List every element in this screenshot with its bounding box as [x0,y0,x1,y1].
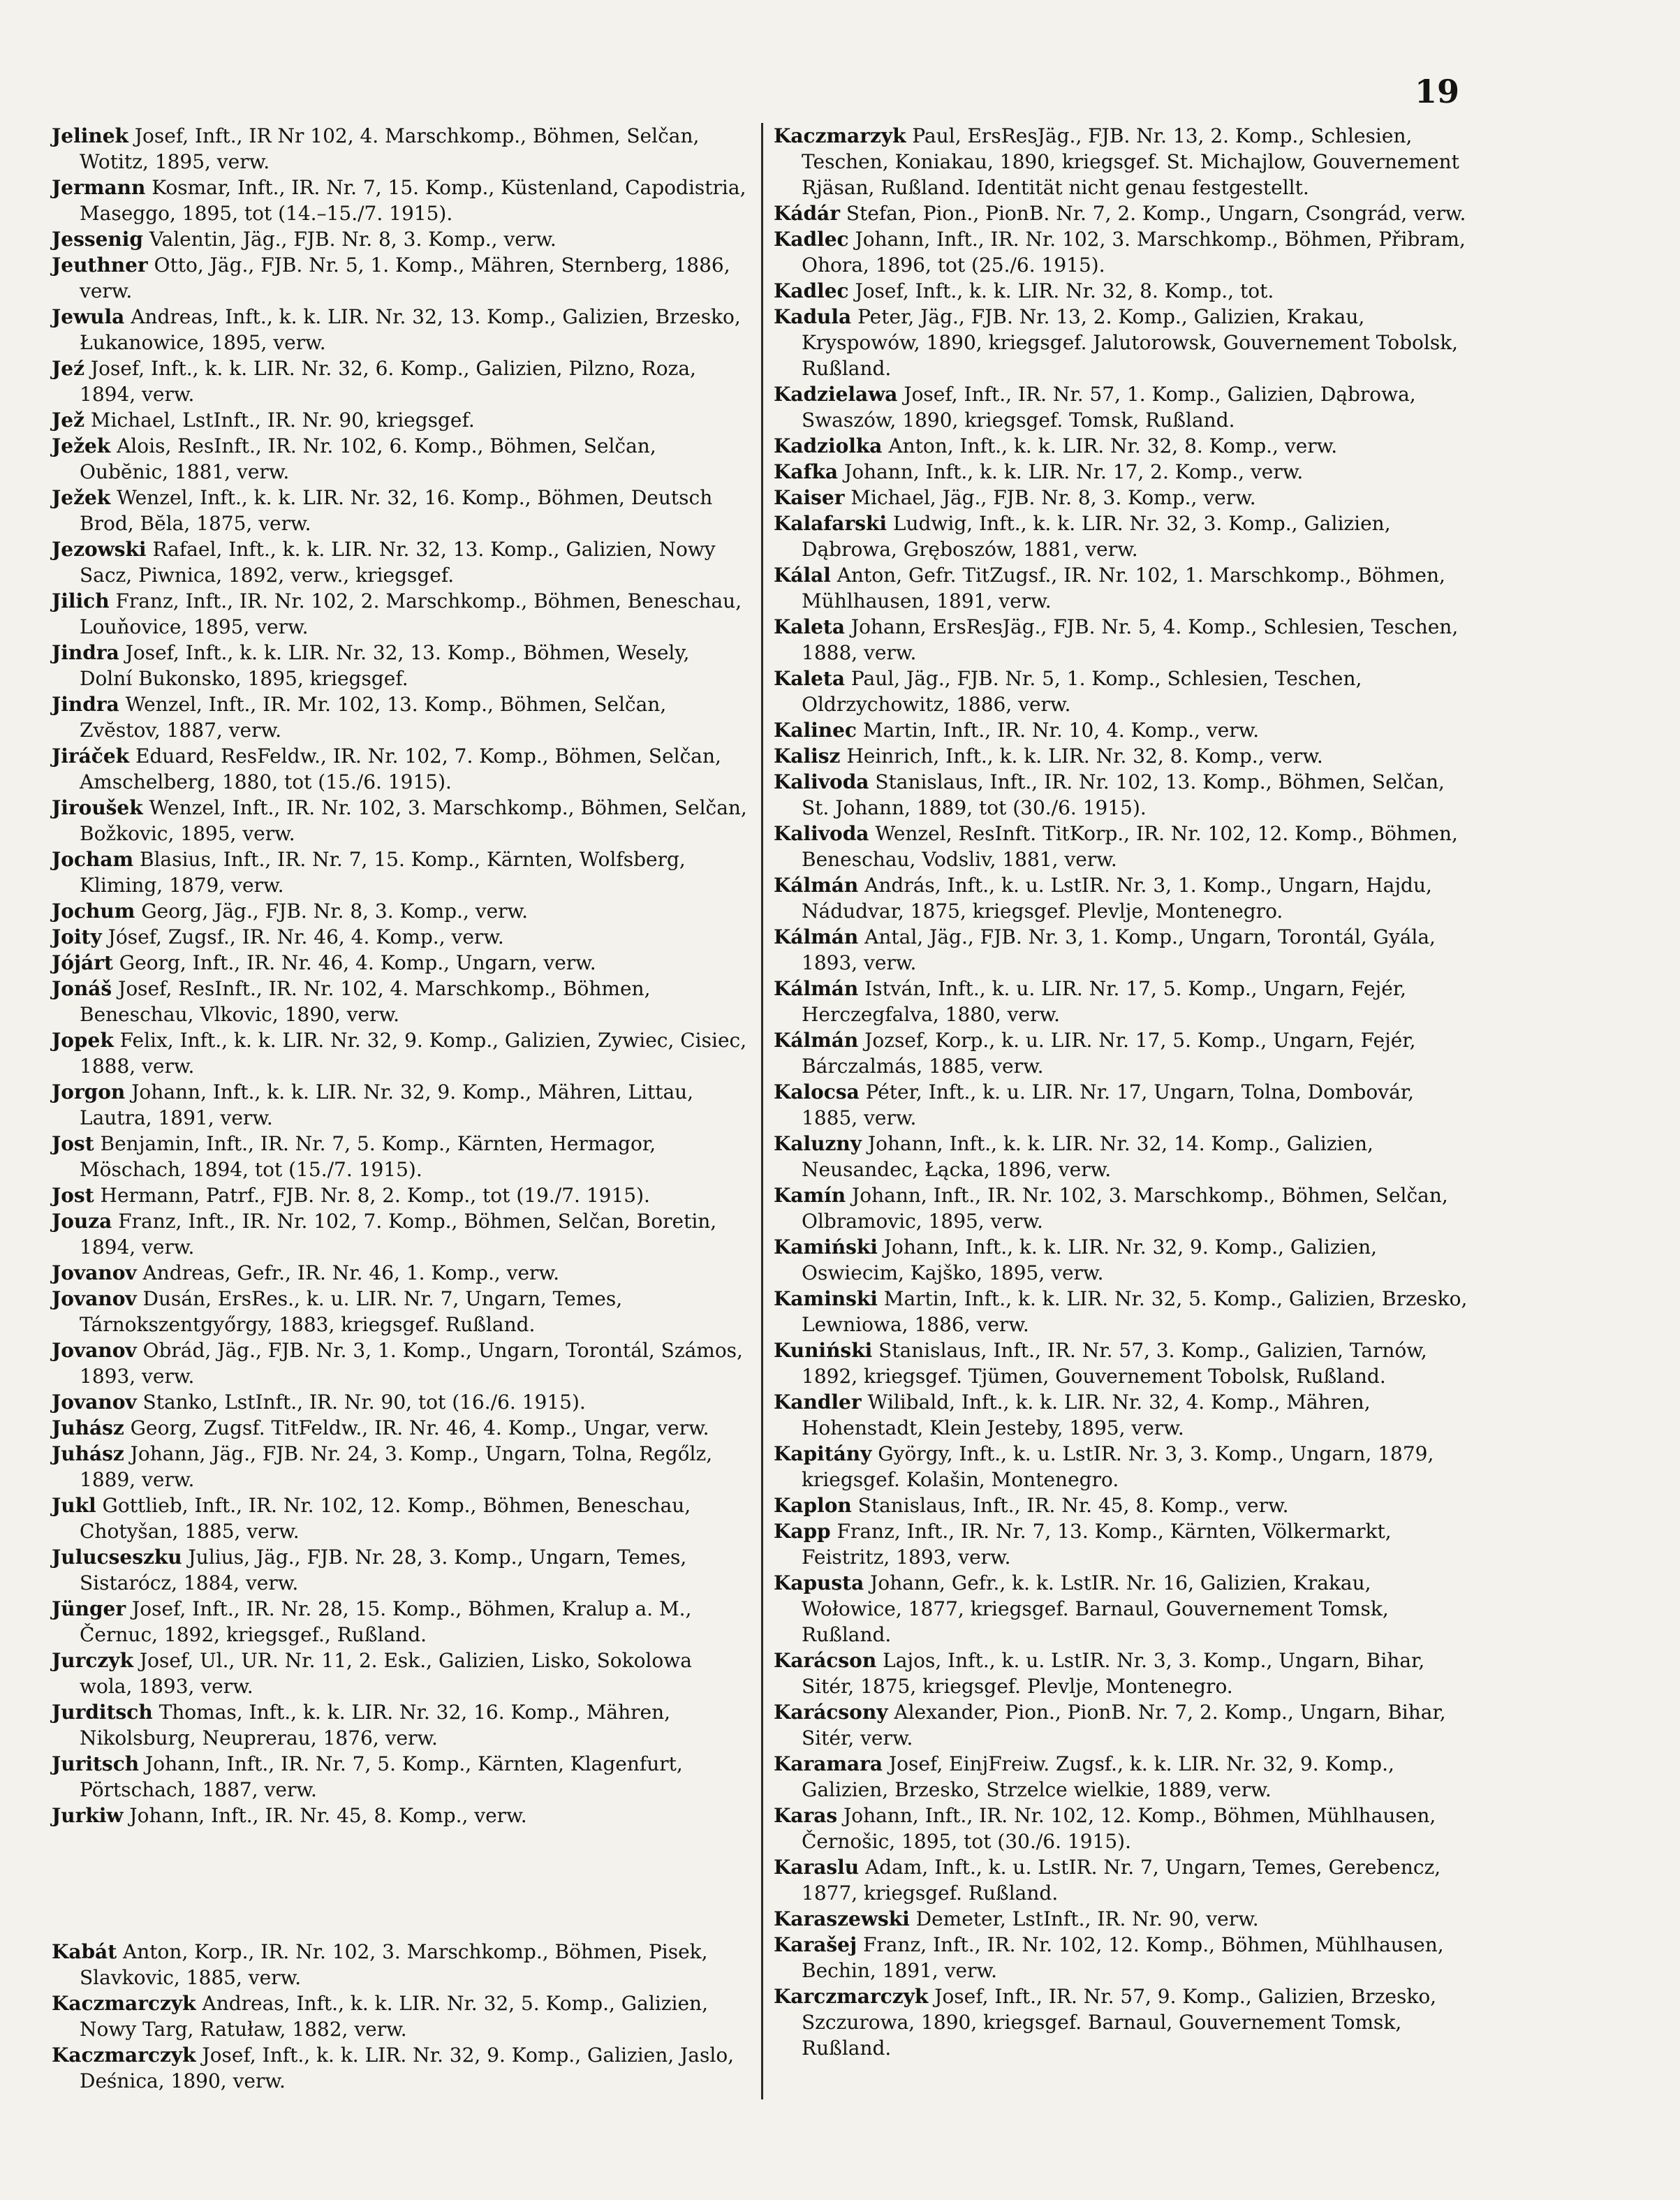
entry-details: Johann, Inft., IR. Nr. 102, 12. Komp., Böhmen, Mühlhausen, Černošic, 1895, tot (30./6. 1915). [802,1804,1436,1853]
list-item [52,1415,747,1441]
list-item [52,976,747,1027]
entry-details: Johann, Inft., IR. Nr. 102, 3. Marschkomp., Böhmen, Selčan, Olbramovic, 1895, verw. [802,1184,1448,1233]
entry-surname: Kapusta [774,1571,864,1594]
entry-details: Michael, LstInft., IR. Nr. 90, kriegsgef. [84,409,475,432]
entry-details: Georg, Inft., IR. Nr. 46, 4. Komp., Ungarn, verw. [112,951,596,974]
list-item [52,743,747,795]
entry-surname: Jukl [52,1494,96,1517]
list-item [52,1939,747,1990]
list-item [52,1596,747,1648]
entry-details: Michael, Jäg., FJB. Nr. 8, 3. Komp., verw. [844,486,1256,509]
list-item [52,1389,747,1415]
list-item [52,175,747,226]
list-item [774,1751,1469,1803]
entry-details: Johann, Inft., IR. Nr. 102, 3. Marschkomp., Böhmen, Přibram, Ohora, 1896, tot (25./6. 1915). [802,228,1466,277]
list-item [52,1079,747,1131]
entry-surname: Jünger [52,1597,126,1620]
list-item [774,1518,1469,1570]
entry-surname: Kalivoda [774,822,869,845]
right-column [774,123,1469,2061]
entry-details: Wenzel, Inft., IR. Nr. 102, 3. Marschkomp., Böhmen, Selčan, Božkovic, 1895, verw. [80,796,747,845]
entry-surname: Jessenig [52,228,143,251]
list-item [52,1337,747,1389]
list-item [52,433,747,485]
list-item [52,898,747,924]
entry-details: Eduard, ResFeldw., IR. Nr. 102, 7. Komp., Böhmen, Selčan, Amschelberg, 1880, tot (15./6. 1915). [80,745,721,793]
entry-details: Wenzel, Inft., IR. Mr. 102, 13. Komp., Böhmen, Selčan, Zvĕstov, 1887, verw. [80,693,667,742]
entry-details: Josef, Inft., IR. Nr. 57, 1. Komp., Galizien, Dąbrowa, Swaszów, 1890, kriegsgef. Tomsk, Rußland. [802,383,1416,432]
list-item [774,485,1469,511]
entry-surname: Jeź [52,357,84,380]
list-item [774,666,1469,717]
entry-surname: Jež [52,409,84,432]
entry-details: Valentin, Jäg., FJB. Nr. 8, 3. Komp., verw. [142,228,557,251]
entry-details: Franz, Inft., IR. Nr. 102, 12. Komp., Böhmen, Mühlhausen, Bechin, 1891, verw. [802,1933,1444,1982]
entry-surname: Jovanov [52,1339,137,1362]
entry-surname: Kalafarski [774,512,887,535]
entry-surname: Julucseszku [52,1546,182,1569]
list-item [774,743,1469,769]
entry-surname: Kálmán [774,1029,859,1052]
entry-details: István, Inft., k. u. LIR. Nr. 17, 5. Komp., Ungarn, Fejér, Herczegfalva, 1880, verw. [802,977,1406,1026]
entry-surname: Jochum [52,900,135,923]
list-item [774,872,1469,924]
entry-surname: Jost [52,1184,94,1207]
entry-surname: Kapp [774,1520,831,1543]
list-item [774,1854,1469,1906]
list-item [774,1493,1469,1518]
list-item [52,407,747,433]
entry-surname: Jindra [52,693,119,716]
entry-details: Johann, Jäg., FJB. Nr. 24, 3. Komp., Ungarn, Tolna, Regőlz, 1889, verw. [80,1442,713,1491]
entry-details: Josef, Inft., IR. Nr. 57, 9. Komp., Galizien, Brzesko, Szczurowa, 1890, kriegsgef. Barnaul, Gouvernement Tomsk, Rußland. [802,1985,1437,2060]
entry-details: Franz, Inft., IR. Nr. 7, 13. Komp., Kärnten, Völkermarkt, Feistritz, 1893, verw. [802,1520,1392,1569]
list-item [774,1983,1469,2061]
entry-details: Josef, Inft., k. k. LIR. Nr. 32, 8. Komp., tot. [848,279,1274,302]
list-item [52,536,747,588]
entry-surname: Jovanov [52,1261,137,1284]
entry-surname: Kálal [774,564,831,587]
entry-details: Andreas, Gefr., IR. Nr. 46, 1. Komp., verw. [136,1261,559,1284]
entry-surname: Kaleta [774,615,846,638]
list-item [52,924,747,950]
list-item [52,795,747,846]
entry-details: Benjamin, Inft., IR. Nr. 7, 5. Komp., Kärnten, Hermagor, Möschach, 1894, tot (15./7. 1915). [80,1132,656,1181]
entry-details: Jozsef, Korp., k. u. LIR. Nr. 17, 5. Komp., Ungarn, Fejér, Bárczalmás, 1885, verw. [802,1029,1416,1078]
entry-details: Thomas, Inft., k. k. LIR. Nr. 32, 16. Komp., Mähren, Nikolsburg, Neuprerau, 1876, verw. [80,1701,671,1750]
entry-surname: Kabát [52,1940,117,1963]
list-item [52,123,747,175]
entry-details: Georg, Zugsf. TitFeldw., IR. Nr. 46, 4. Komp., Ungar, verw. [124,1416,709,1439]
list-item [774,821,1469,872]
entry-surname: Kadlec [774,228,849,251]
entry-details: György, Inft., k. u. LstIR. Nr. 3, 3. Komp., Ungarn, 1879, kriegsgef. Kolašin, Montenegro. [802,1442,1434,1491]
list-item [774,976,1469,1027]
entry-surname: Karaszewski [774,1907,910,1930]
entry-surname: Ježek [52,486,111,509]
entry-surname: Jeuthner [52,254,148,277]
list-item [774,1182,1469,1234]
entry-surname: Kádár [774,202,840,225]
entry-surname: Kaiser [774,486,845,509]
list-item [774,459,1469,485]
entry-details: Johann, Inft., k. k. LIR. Nr. 17, 2. Komp., verw. [838,460,1304,483]
list-item [52,1208,747,1260]
entry-surname: Jovanov [52,1391,137,1414]
entry-details: Josef, Inft., k. k. LIR. Nr. 32, 6. Komp., Galizien, Pilzno, Roza, 1894, verw. [80,357,696,406]
entry-details: Felix, Inft., k. k. LIR. Nr. 32, 9. Komp., Galizien, Zywiec, Cisiec, 1888, verw. [80,1029,747,1078]
entry-details: Paul, ErsResJäg., FJB. Nr. 13, 2. Komp., Schlesien, Teschen, Koniakau, 1890, kriegsgef. St. Michajlow, Gouvernement Rjäsan, Rußland. Identität nicht genau festgestellt. [802,124,1459,199]
entry-surname: Jilich [52,589,110,613]
list-item [774,278,1469,304]
entry-surname: Jurkiw [52,1804,124,1827]
entry-details: Stanko, LstInft., IR. Nr. 90, tot (16./6. 1915). [136,1391,586,1414]
entry-details: Johann, Inft., k. k. LIR. Nr. 32, 14. Komp., Galizien, Neusandec, Łącka, 1896, verw. [802,1132,1373,1181]
list-item [52,1648,747,1699]
entry-details: Johann, ErsResJäg., FJB. Nr. 5, 4. Komp., Schlesien, Teschen, 1888, verw. [802,615,1459,664]
list-item [774,1337,1469,1389]
entry-surname: Jurczyk [52,1649,133,1672]
list-item [52,1544,747,1596]
entry-surname: Karašej [774,1933,857,1956]
list-item [774,1286,1469,1337]
entry-details: Stanislaus, Inft., IR. Nr. 57, 3. Komp., Galizien, Tarnów, 1892, kriegsgef. Tjümen, Gouvernement Tobolsk, Rußland. [802,1339,1427,1388]
entry-surname: Joity [52,925,102,948]
entry-surname: Kadziolka [774,434,883,457]
entry-surname: Kalinec [774,719,857,742]
entry-surname: Karamara [774,1752,883,1775]
list-item [52,2042,747,2094]
list-item [52,846,747,898]
list-item [52,252,747,304]
entry-details: Anton, Korp., IR. Nr. 102, 3. Marschkomp., Böhmen, Pisek, Slavkovic, 1885, verw. [80,1940,708,1989]
entry-surname: Kadula [774,305,852,328]
entry-surname: Kandler [774,1391,862,1414]
entry-details: Dusán, ErsRes., k. u. LIR. Nr. 7, Ungarn, Temes, Tárnokszentgyőrgy, 1883, kriegsgef. Rußland. [80,1287,623,1336]
entry-surname: Jezowski [52,538,147,561]
entry-details: Paul, Jäg., FJB. Nr. 5, 1. Komp., Schlesien, Teschen, Oldrzychowitz, 1886, verw. [802,667,1362,716]
entry-details: Josef, Inft., k. k. LIR. Nr. 32, 9. Komp., Galizien, Jaslo, Deśnica, 1890, verw. [80,2044,735,2092]
entry-surname: Jewula [52,305,125,328]
list-item [774,1234,1469,1286]
entry-surname: Kadzielawa [774,383,898,406]
entry-details: Rafael, Inft., k. k. LIR. Nr. 32, 13. Komp., Galizien, Nowy Sacz, Piwnica, 1892, verw., kriegsgef. [80,538,716,587]
list-item [774,200,1469,226]
list-item [52,691,747,743]
entry-details: Josef, Inft., IR Nr 102, 4. Marschkomp., Böhmen, Selčan, Wotitz, 1895, verw. [80,124,700,173]
entry-surname: Juritsch [52,1752,140,1775]
entry-details: Martin, Inft., k. k. LIR. Nr. 32, 5. Komp., Galizien, Brzesko, Lewniowa, 1886, verw. [802,1287,1468,1336]
entry-surname: Kálmán [774,977,859,1000]
entry-surname: Kalisz [774,745,841,768]
entry-details: Martin, Inft., IR. Nr. 10, 4. Komp., verw. [856,719,1260,742]
entry-details: Lajos, Inft., k. u. LstIR. Nr. 3, 3. Komp., Ungarn, Bihar, Sitér, 1875, kriegsgef. Plevlje, Montenegro. [802,1649,1425,1698]
entry-details: Josef, Inft., k. k. LIR. Nr. 32, 13. Komp., Böhmen, Wesely, Dolní Bukonsko, 1895, kriegsgef. [80,641,690,690]
entry-surname: Juhász [52,1416,124,1439]
entry-surname: Jiráček [52,745,130,768]
entry-surname: Ježek [52,434,111,457]
list-item [774,1570,1469,1648]
entry-surname: Kaleta [774,667,846,690]
entry-surname: Jopek [52,1029,114,1052]
list-item [774,1699,1469,1751]
entry-surname: Karácson [774,1649,877,1672]
column-divider [761,123,763,2099]
list-item [52,640,747,691]
entry-surname: Kamiński [774,1235,878,1259]
entry-surname: Kafka [774,460,839,483]
entry-surname: Kaminski [774,1287,878,1310]
entry-details: Gottlieb, Inft., IR. Nr. 102, 12. Komp., Böhmen, Beneschau, Chotyšan, 1885, verw. [80,1494,691,1543]
entry-details: Johann, Inft., k. k. LIR. Nr. 32, 9. Komp., Mähren, Littau, Lautra, 1891, verw. [80,1080,694,1129]
page-number: 19 [1414,73,1459,110]
entry-details: Johann, Inft., k. k. LIR. Nr. 32, 9. Komp., Galizien, Oswiecim, Kajško, 1895, verw. [802,1235,1377,1284]
list-item [774,1131,1469,1182]
list-item [52,304,747,355]
entry-details: Ludwig, Inft., k. k. LIR. Nr. 32, 3. Komp., Galizien, Dąbrowa, Gręboszów, 1881, verw. [802,512,1391,561]
list-item [52,950,747,976]
entry-details: Obrád, Jäg., FJB. Nr. 3, 1. Komp., Ungarn, Torontál, Számos, 1893, verw. [80,1339,743,1388]
entry-details: Stanislaus, Inft., IR. Nr. 102, 13. Komp., Böhmen, Selčan, St. Johann, 1889, tot (30./6. 1915). [802,770,1445,819]
entry-details: Wenzel, ResInft. TitKorp., IR. Nr. 102, 12. Komp., Böhmen, Beneschau, Vodsliv, 1881, verw. [802,822,1458,871]
entry-surname: Jurditsch [52,1701,153,1724]
entry-surname: Karaslu [774,1856,860,1879]
list-item [774,1803,1469,1854]
entry-surname: Jost [52,1132,94,1155]
entry-details: Franz, Inft., IR. Nr. 102, 7. Komp., Böhmen, Selčan, Boretin, 1894, verw. [80,1210,717,1259]
entry-surname: Kálmán [774,925,859,948]
entry-details: Jósef, Zugsf., IR. Nr. 46, 4. Komp., verw. [101,925,504,948]
list-item [774,433,1469,459]
entry-details: Johann, Inft., IR. Nr. 7, 5. Komp., Kärnten, Klagenfurt, Pörtschach, 1887, verw. [80,1752,683,1801]
entry-surname: Jermann [52,176,146,199]
list-item [774,769,1469,821]
list-item [52,1990,747,2042]
list-item [774,1441,1469,1493]
list-item [774,614,1469,666]
entry-details: Heinrich, Inft., k. k. LIR. Nr. 32, 8. Komp., verw. [840,745,1323,768]
list-item [774,1648,1469,1699]
list-item [774,226,1469,278]
entry-details: Adam, Inft., k. u. LstIR. Nr. 7, Ungarn, Temes, Gerebencz, 1877, kriegsgef. Rußland. [802,1856,1441,1905]
entry-surname: Kaczmarczyk [52,1992,196,2015]
entry-details: Alois, ResInft., IR. Nr. 102, 6. Komp., Böhmen, Selčan, Oubĕnic, 1881, verw. [80,434,656,483]
entry-details: Andreas, Inft., k. k. LIR. Nr. 32, 13. Komp., Galizien, Brzesko, Łukanowice, 1895, verw. [80,305,741,354]
entry-details: Stanislaus, Inft., IR. Nr. 45, 8. Komp., verw. [851,1494,1289,1517]
list-item [52,226,747,252]
list-item [774,511,1469,562]
entry-surname: Kálmán [774,874,859,897]
list-item [774,562,1469,614]
entry-details: Wilibald, Inft., k. k. LIR. Nr. 32, 4. Komp., Mähren, Hohenstadt, Klein Jesteby, 1895, verw. [802,1391,1371,1439]
entry-details: Peter, Jäg., FJB. Nr. 13, 2. Komp., Galizien, Krakau, Kryspowów, 1890, kriegsgef. Jalutorowsk, Gouvernement Tobolsk, Rußland. [802,305,1459,380]
entry-details: Antal, Jäg., FJB. Nr. 3, 1. Komp., Ungarn, Torontál, Gyála, 1893, verw. [802,925,1436,974]
list-item [774,1027,1469,1079]
list-item [52,1699,747,1751]
entry-details: Hermann, Patrf., FJB. Nr. 8, 2. Komp., tot (19./7. 1915). [94,1184,650,1207]
list-item [774,1389,1469,1441]
list-item [52,1751,747,1803]
list-item [52,588,747,640]
entry-details: Josef, ResInft., IR. Nr. 102, 4. Marschkomp., Böhmen, Beneschau, Vlkovic, 1890, verw. [80,977,651,1026]
entry-surname: Jiroušek [52,796,143,819]
entry-surname: Karácsony [774,1701,888,1724]
list-item [774,1079,1469,1131]
list-item [774,304,1469,381]
list-item [774,717,1469,743]
entry-surname: Kalivoda [774,770,869,793]
entry-surname: Kaczmarzyk [774,124,906,147]
entry-details: Demeter, LstInft., IR. Nr. 90, verw. [909,1907,1259,1930]
entry-details: Josef, EinjFreiw. Zugsf., k. k. LIR. Nr. 32, 9. Komp., Galizien, Brzesko, Strzelce wielkie, 1889, verw. [802,1752,1394,1801]
entry-surname: Jovanov [52,1287,137,1310]
entry-details: Andreas, Inft., k. k. LIR. Nr. 32, 5. Komp., Galizien, Nowy Targ, Ratuław, 1882, verw. [80,1992,708,2041]
list-item [774,1906,1469,1932]
list-item [774,1932,1469,1983]
entry-surname: Jouza [52,1210,112,1233]
entry-surname: Karas [774,1804,838,1827]
entry-details: Stefan, Pion., PionB. Nr. 7, 2. Komp., Ungarn, Csongrád, verw. [839,202,1466,225]
entry-surname: Jelinek [52,124,128,147]
entry-surname: Juhász [52,1442,124,1465]
entry-surname: Kaluzny [774,1132,862,1155]
section-gap [52,1828,747,1939]
entry-details: Georg, Jäg., FJB. Nr. 8, 3. Komp., verw. [135,900,529,923]
entry-details: Kosmar, Inft., IR. Nr. 7, 15. Komp., Küstenland, Capodistria, Maseggo, 1895, tot (14.–15./7. 1915). [80,176,746,225]
list-item [52,1803,747,1828]
list-item [52,1027,747,1079]
list-item [52,1260,747,1286]
entry-surname: Kapitány [774,1442,872,1465]
list-item [52,1182,747,1208]
entry-surname: Jonáš [52,977,112,1000]
entry-details: Johann, Gefr., k. k. LstIR. Nr. 16, Galizien, Krakau, Wołowice, 1877, kriegsgef. Barnaul, Gouvernement Tomsk, Rußland. [802,1571,1389,1646]
list-item [774,381,1469,433]
left-column [52,123,747,2094]
entry-surname: Jocham [52,848,134,871]
entry-surname: Kuniński [774,1339,873,1362]
entry-details: Franz, Inft., IR. Nr. 102, 2. Marschkomp., Böhmen, Beneschau, Louňovice, 1895, verw. [80,589,742,638]
entry-details: Péter, Inft., k. u. LIR. Nr. 17, Ungarn, Tolna, Dombovár, 1885, verw. [802,1080,1414,1129]
list-item [52,355,747,407]
entry-surname: Kalocsa [774,1080,860,1103]
entry-surname: Kaplon [774,1494,852,1517]
entry-details: Blasius, Inft., IR. Nr. 7, 15. Komp., Kärnten, Wolfsberg, Kliming, 1879, verw. [80,848,686,897]
entry-surname: Kaczmarczyk [52,2044,196,2067]
entry-details: Johann, Inft., IR. Nr. 45, 8. Komp., verw. [123,1804,527,1827]
list-item [52,1441,747,1493]
list-item [52,485,747,536]
entry-details: Anton, Gefr. TitZugsf., IR. Nr. 102, 1. Marschkomp., Böhmen, Mühlhausen, 1891, verw. [802,564,1445,613]
list-item [52,1286,747,1337]
entry-details: Julius, Jäg., FJB. Nr. 28, 3. Komp., Ungarn, Temes, Sistarócz, 1884, verw. [80,1546,687,1594]
list-item [52,1131,747,1182]
entry-details: Josef, Inft., IR. Nr. 28, 15. Komp., Böhmen, Kralup a. M., Černuc, 1892, kriegsgef., Rußland. [80,1597,692,1646]
entry-details: Alexander, Pion., PionB. Nr. 7, 2. Komp., Ungarn, Bihar, Sitér, verw. [802,1701,1446,1750]
entry-surname: Karczmarczyk [774,1985,929,2008]
entry-surname: Jorgon [52,1080,126,1103]
entry-surname: Kadlec [774,279,849,302]
list-item [52,1493,747,1544]
entry-surname: Jójárt [52,951,113,974]
entry-surname: Kamín [774,1184,846,1207]
entry-details: András, Inft., k. u. LstIR. Nr. 3, 1. Komp., Ungarn, Hajdu, Nádudvar, 1875, kriegsgef. Plevlje, Montenegro. [802,874,1432,923]
list-item [774,924,1469,976]
entry-details: Josef, Ul., UR. Nr. 11, 2. Esk., Galizien, Lisko, Sokolowa wola, 1893, verw. [80,1649,692,1698]
entry-details: Wenzel, Inft., k. k. LIR. Nr. 32, 16. Komp., Böhmen, Deutsch Brod, Bĕla, 1875, verw. [80,486,713,535]
list-item [774,123,1469,200]
entry-surname: Jindra [52,641,119,664]
entry-details: Anton, Inft., k. k. LIR. Nr. 32, 8. Komp., verw. [882,434,1338,457]
entry-details: Otto, Jäg., FJB. Nr. 5, 1. Komp., Mähren, Sternberg, 1886, verw. [80,254,730,302]
